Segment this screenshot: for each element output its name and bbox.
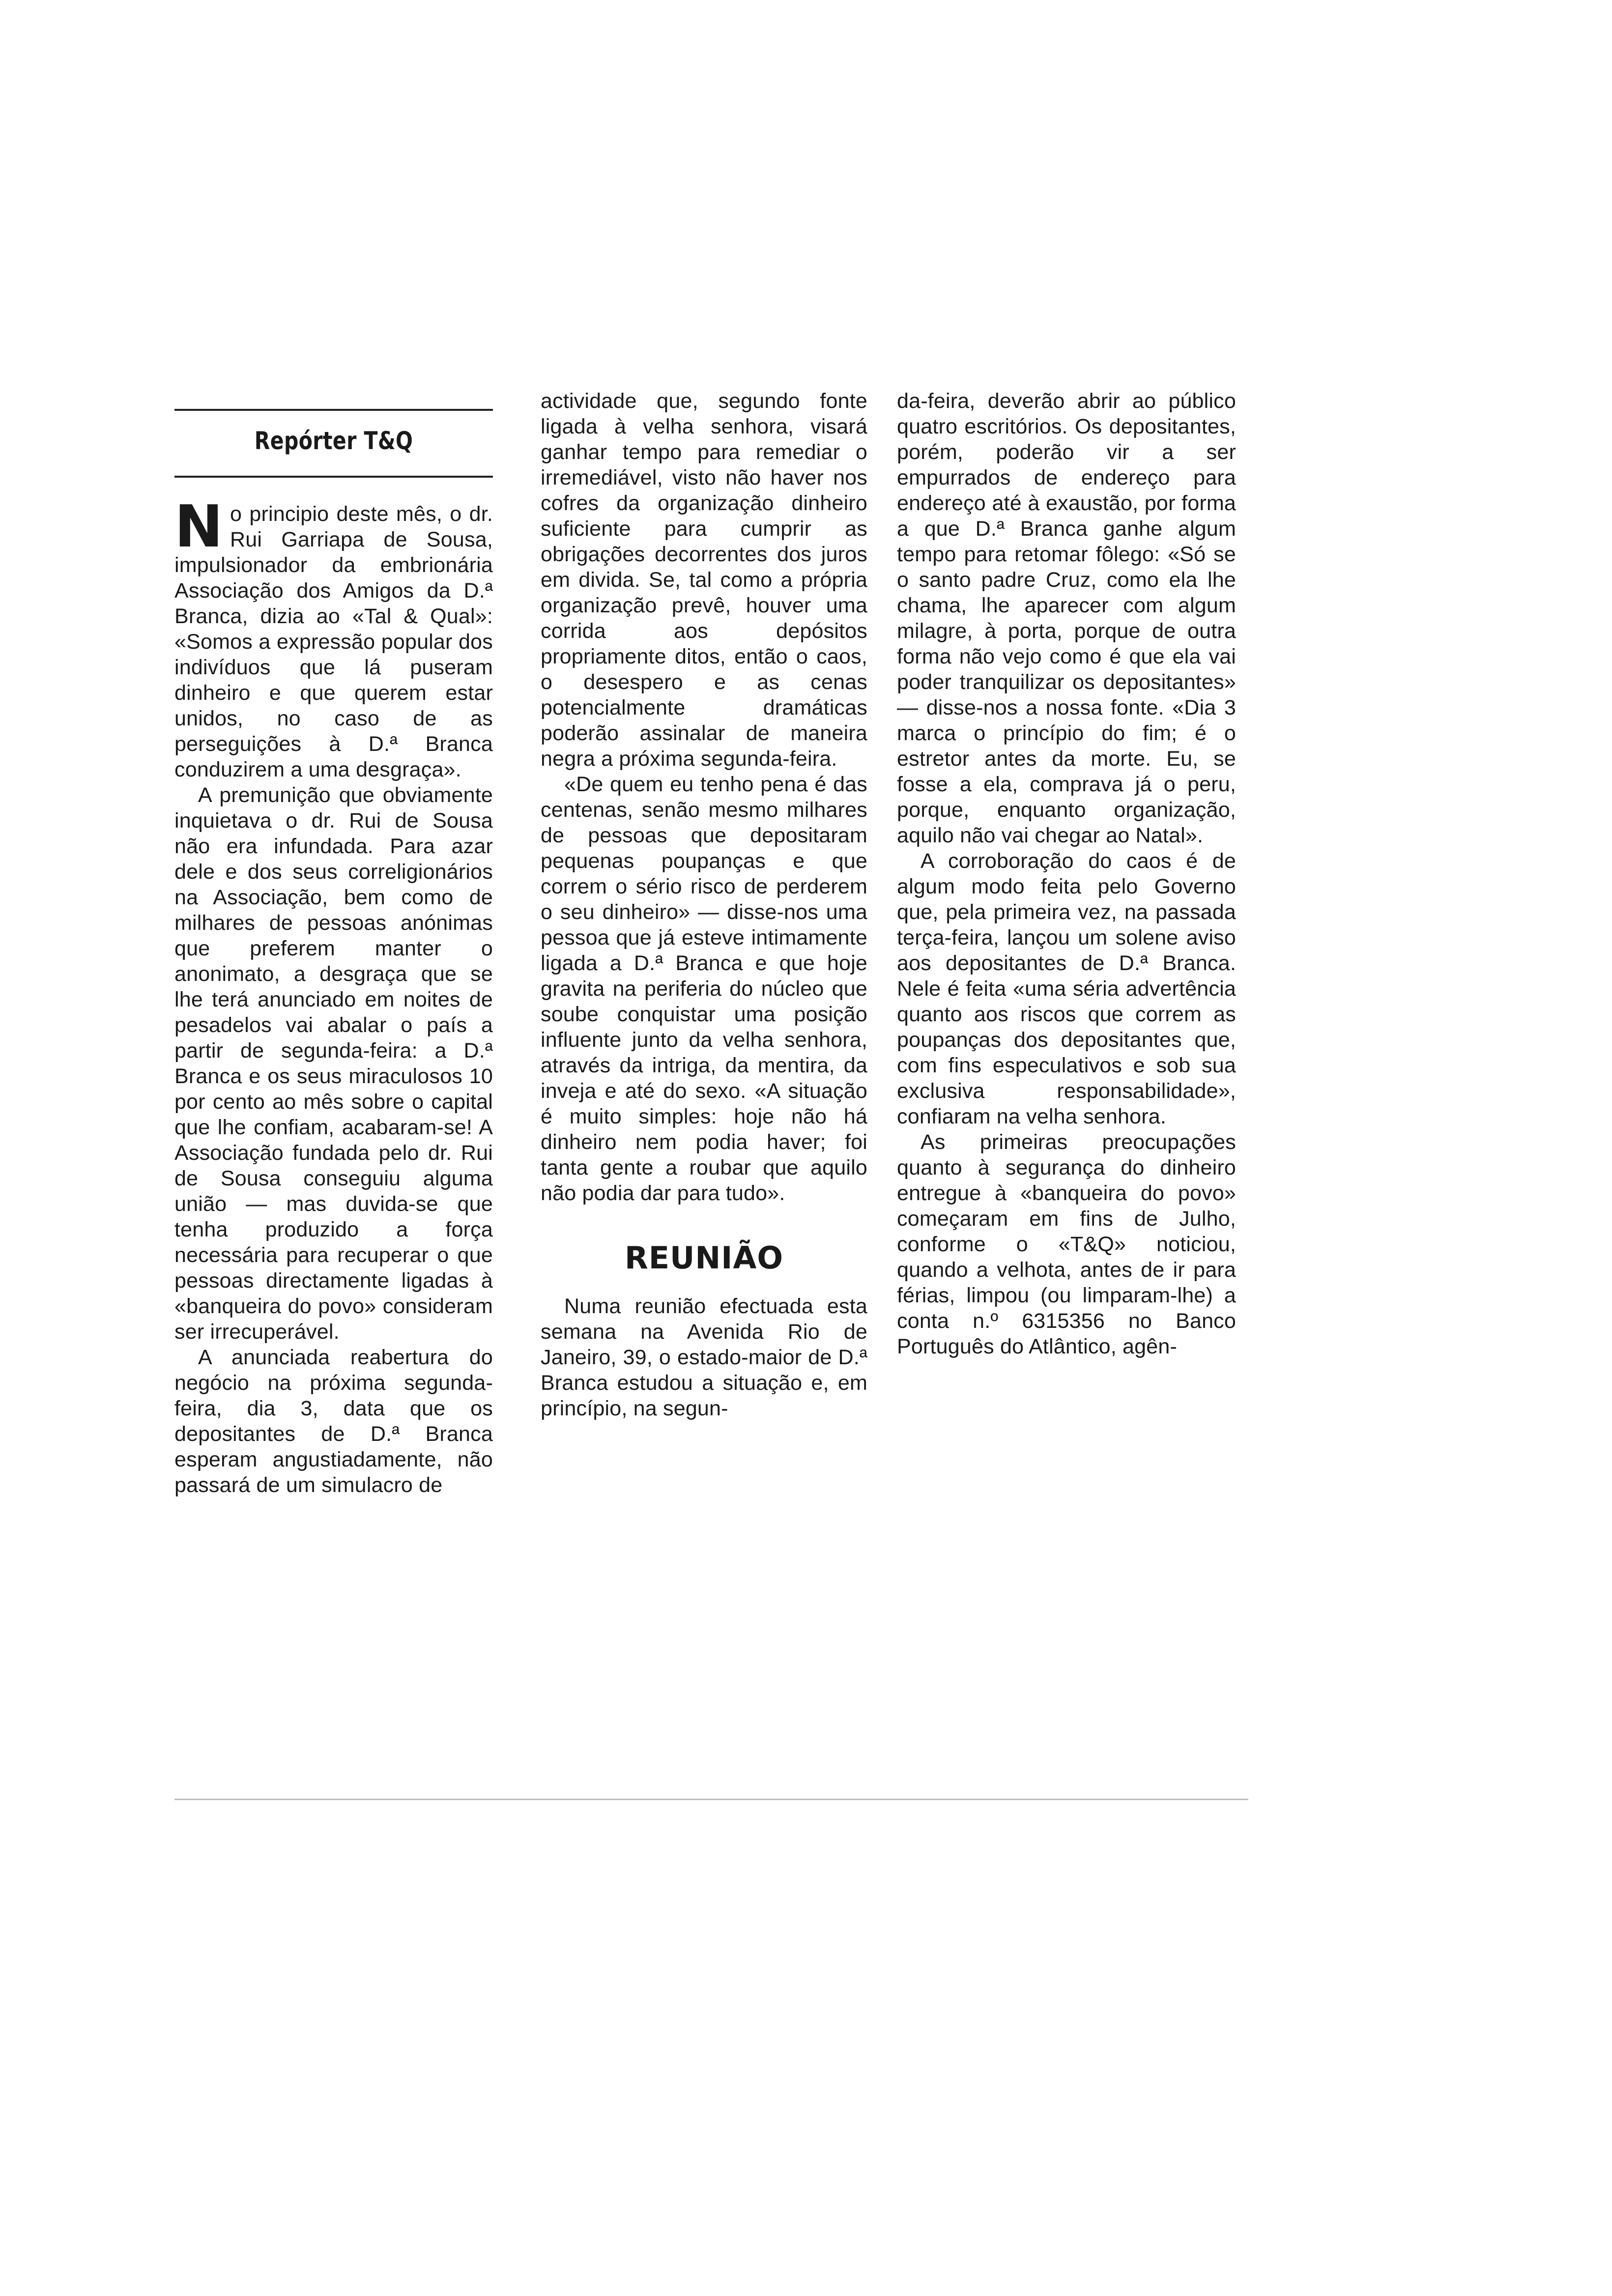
byline-box — [174, 398, 493, 482]
paragraph: actividade que, segundo fonte ligada à velha senhora, visará ganhar tempo para remediar o irremediável, visto não haver nos cofres da organização dinheiro suficiente para cumprir as obrigações decorrentes dos juros em divida. Se, tal como a própria organização prevê, houver uma corrida aos depósitos propriamente ditos, então o caos, o desespero e as cenas potencialmente dramáticas poderão assinalar de maneira negra a próxima segunda-feira. — [541, 389, 867, 771]
column-1 — [174, 388, 493, 1498]
column-2 — [541, 388, 867, 1421]
newspaper-clipping — [174, 388, 1248, 1804]
drop-cap: N — [174, 492, 223, 560]
paragraph: As primeiras preocupações quanto à segurança do dinheiro entregue à «banqueira do povo» começaram em fins de Julho, conforme o «T&Q» noticiou, quando a velhota, antes de ir para férias, limpou (ou limparam-lhe) a conta n.º 6315356 no Banco Português do Atlântico, agên- — [897, 1130, 1236, 1358]
paragraph: da-feira, deverão abrir ao público quatro escritórios. Os depositantes, porém, poderão vir a ser empurrados de endereço para endereço até à exaustão, por forma a que D.ª Branca ganhe algum tempo para retomar fôlego: «Só se o santo padre Cruz, como ela lhe chama, lhe aparecer com algum milagre, à porta, porque de outra forma não vejo como é que ela vai poder tranquilizar os depositantes» — disse-nos a nossa fonte. «Dia 3 marca o princípio do fim; é o estretor antes da morte. Eu, se fosse a ela, comprava já o peru, porque, enquanto organização, aquilo não vai chegar ao Natal». — [897, 389, 1236, 847]
byline-top-rule — [174, 409, 493, 411]
paragraph: «De quem eu tenho pena é das centenas, senão mesmo milhares de pessoas que depositaram pequenas poupanças e que correm o sério risco de perderem o seu dinheiro» — disse-nos uma pessoa que já esteve intimamente ligada a D.ª Branca e que hoje gravita na periferia do núcleo que soube conquistar uma posição influente junto da velha senhora, através da intriga, da mentira, da inveja e até do sexo. «A situação é muito simples: hoje não há dinheiro nem podia haver; foi tanta gente a roubar que aquilo não podia dar para tudo». — [541, 773, 867, 1205]
subheading: REUNIÃO — [624, 1240, 784, 1276]
paragraph: Numa reunião efectuada esta semana na Avenida Rio de Janeiro, 39, o estado-maior de D.ª Branca estudou a situação e, em princípio, na segun- — [541, 1294, 867, 1420]
paragraph: A premunição que obviamente inquietava o dr. Rui de Sousa não era infundada. Para azar dele e dos seus correligionários na Associação, bem como de milhares de pessoas anónimas que preferem manter o anonimato, a desgraça que se lhe terá anunciado em noites de pesadelos vai abalar o país a partir de segunda-feira: a D.ª Branca e os seus miraculosos 10 por cento ao mês sobre o capital que lhe confiam, acabaram-se! A Associação fundada pelo dr. Rui de Sousa conseguiu alguma união — mas duvida-se que tenha produzido a força necessária para recuperar o que pessoas directamente ligadas à «banqueira do povo» consideram ser irrecuperável. — [174, 783, 493, 1344]
lead-paragraph — [174, 492, 493, 782]
paragraph: A corroboração do caos é de algum modo feita pelo Governo que, pela primeira vez, na passada terça-feira, lançou um solene aviso aos depositantes de D.ª Branca. Nele é feita «uma séria advertência quanto aos riscos que correm as poupanças dos depositantes que, com fins especulativos e sob sua exclusiva responsabilidade», confiaram na velha senhora. — [897, 849, 1236, 1128]
byline-bottom-rule — [174, 476, 493, 478]
paragraph: A anunciada reabertura do negócio na próxima segunda-feira, dia 3, data que os depositantes de D.ª Branca esperam angustiadamente, não passará de um simulacro de — [174, 1346, 493, 1497]
byline: Repórter T&Q — [254, 427, 413, 455]
clipping-bottom-edge — [174, 1799, 1248, 1800]
column-3 — [897, 388, 1236, 1359]
lead-text: o principio deste mês, o dr. Rui Garriapa de Sousa, impulsionador da embrionária Associação dos Amigos da D.ª Branca, dizia ao «Tal & Qual»: «Somos a expressão popular dos indivíduos que lá puseram dinheiro e que querem estar unidos, no caso de as perseguições à D.ª Branca conduzirem a uma desgraça». — [174, 502, 493, 781]
